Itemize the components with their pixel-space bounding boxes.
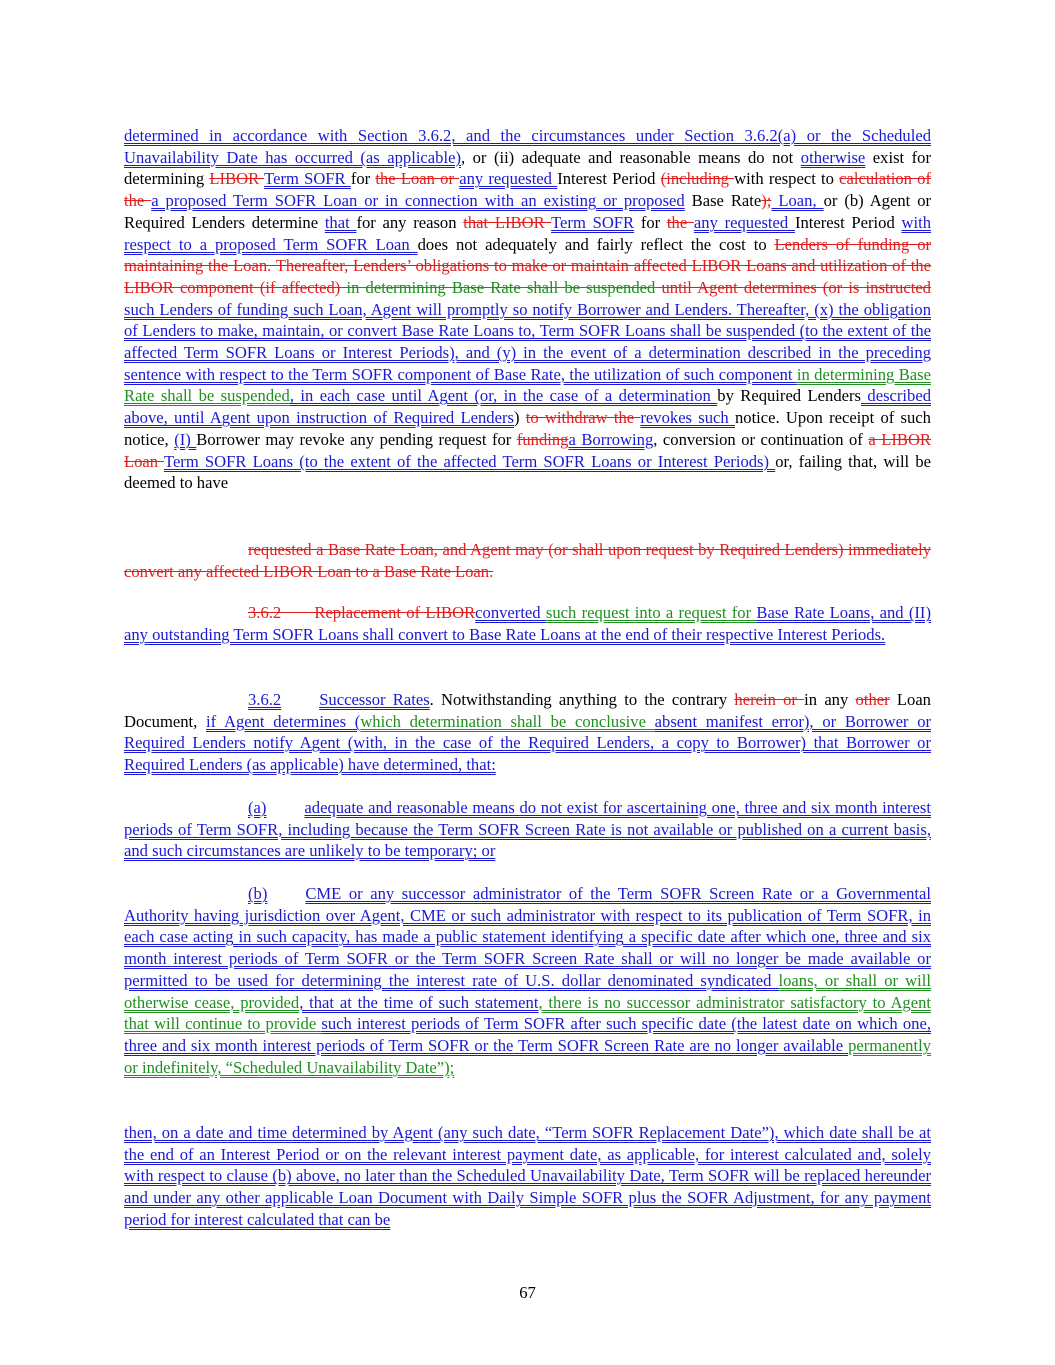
body-text: or, failing that, will be deemed to have [124, 451, 931, 493]
body-text: does not adequately and fairly reflect the cost to [417, 234, 775, 254]
deleted-text: funding [516, 429, 569, 449]
inserted-text: any requested [693, 212, 795, 232]
body-text: with respect to [734, 169, 840, 189]
inserted-text: Successor Rates [319, 690, 430, 709]
moved-deleted-text: in determining Base Rate shall be suspended [346, 277, 662, 297]
paragraph-converted [124, 602, 931, 645]
deleted-text: LIBOR [209, 169, 265, 189]
inserted-text: , that at the time of such statement [299, 992, 539, 1012]
paragraph-deleted-requested [124, 539, 931, 582]
body-text: for any reason [356, 212, 464, 232]
body-text: Loan Document, [124, 690, 931, 731]
inserted-text: determined in accordance with Section 3.6.2, and the circumstances under Section 3.6.2(a) or the Scheduled Unavailability Date has occurred (as applicable) [124, 126, 931, 167]
deleted-text: the [666, 212, 694, 232]
body-text: for [350, 169, 376, 189]
body-text: Interest Period [557, 169, 661, 189]
deleted-text: calculation of the [124, 169, 931, 211]
moved-text: loans, or shall or will otherwise cease, provided [124, 970, 931, 1012]
inserted-text: (a) [248, 798, 267, 817]
inserted-text: absent manifest error), or Borrower or Required Lenders notify Agent (with, in the case of the Required Lenders, a copy to Borrower) that Borrower or Required Lenders (as applicable) have determined, that: [124, 711, 932, 775]
deleted-text: that LIBOR [463, 212, 552, 232]
deleted-text: the Loan or [375, 169, 460, 189]
deleted-text: to withdraw the [525, 408, 641, 428]
body-text: notice. Upon receipt of such notice, [124, 408, 931, 449]
inserted-text: 3.6.2 [248, 690, 282, 709]
inserted-text: CME or any successor administrator of the Term SOFR Screen Rate or a Governmental Authority having jurisdiction over Agent, CME or such administrator with respect to its publication of Term SOFR, in each case acting in such capacity, has made a public statement identifying a specific date after which one, three and six month interest periods of Term SOFR or the Term SOFR Screen Rate shall or will no longer be made available or permitted to be used for determining the interest rate of U.S. dollar denominated syndicated [124, 884, 931, 990]
inserted-text: revokes such [640, 408, 735, 428]
moved-text: which determination shall be conclusive [360, 711, 655, 731]
inserted-text: a Borrowing [568, 429, 654, 449]
page-number: 67 [519, 1283, 536, 1302]
body-text: by Required Lenders [717, 386, 861, 406]
body-text: exist for determining [124, 147, 931, 189]
paragraph-then [124, 1122, 931, 1231]
body-text: Interest Period [794, 212, 902, 232]
inserted-text: with respect to a proposed Term SOFR Loan [124, 212, 931, 254]
inserted-text: Term SOFR Loans (to the extent of the affected Term SOFR Loans or Interest Periods) [163, 451, 776, 471]
deleted-text: a LIBOR Loan [124, 429, 931, 471]
inserted-text: Loan, [771, 191, 824, 211]
inserted-text: (b) [248, 884, 268, 903]
inserted-text: then, on a date and time determined by Agent (any such date, “Term SOFR Replacement Date”), which date shall be at the end of an Interest Period or on the relevant interest payment date, as applicable, for interest calculated and, solely with respect to clause (b) above, no later than the Scheduled Unavailability Date, Term SOFR will be replaced hereunder and under any other applicable Loan Document with Daily Simple SOFR plus the SOFR Adjustment, for any payment period for interest calculated that can be [124, 1123, 931, 1229]
inserted-text: any requested [459, 169, 558, 189]
inserted-text: converted [475, 603, 546, 622]
inserted-text: that [324, 212, 357, 232]
deleted-text: other [855, 690, 890, 709]
inserted-text: Term SOFR [551, 212, 635, 232]
deleted-text: (including [660, 169, 735, 189]
paragraph-clause-b [124, 883, 931, 1078]
body-text: or (b) Agent or Required Lenders determine [124, 191, 932, 232]
deleted-text: ); [761, 191, 772, 211]
body-text: ) [513, 408, 526, 428]
body-text: in any [804, 690, 856, 709]
inserted-text: otherwise [800, 147, 866, 167]
moved-text: such request into a request for [545, 603, 757, 622]
deleted-text: requested a Base Rate Loan, and Agent may (or shall upon request by Required Lenders) immediately convert any affected LIBOR Loan to a Base Rate Loan. [124, 540, 931, 581]
inserted-text: adequate and reasonable means do not exist for ascertaining one, three and six month interest periods of Term SOFR, including because the Term SOFR Screen Rate is not available or published on a current basis, and such circumstances are unlikely to be temporary; or [124, 798, 931, 861]
paragraph-successor-rates [124, 689, 931, 776]
body-text: Borrower may revoke any pending request for [196, 429, 517, 449]
body-text: Base Rate [684, 191, 762, 211]
inserted-text: such interest periods of Term SOFR after such specific date (the latest date on which one, three and six month interest periods of Term SOFR or the Term SOFR Screen Rate are no longer available [124, 1014, 931, 1055]
inserted-text: Base Rate Loans, and (II) any outstanding Term SOFR Loans shall convert to Base Rate Loans at the end of their respective Interest Periods. [124, 603, 931, 644]
inserted-text: a proposed Term SOFR Loan or in connection with an existing or proposed [151, 191, 685, 211]
deleted-text: 3.6.2 Replacement of LIBOR [248, 603, 476, 622]
deleted-text: herein or [734, 690, 805, 709]
inserted-text: Term SOFR [264, 169, 351, 189]
paragraph-determination [124, 125, 931, 494]
inserted-text: described above, until Agent upon instruction of Required Lenders [124, 386, 931, 428]
body-text: for [634, 212, 667, 232]
body-text: , conversion or continuation of [653, 429, 869, 449]
inserted-text: (I) [174, 429, 197, 449]
body-text: , or (ii) adequate and reasonable means do not [460, 147, 801, 167]
paragraph-clause-a [124, 797, 931, 862]
deleted-text: Lenders of funding or maintaining the Loan. Thereafter, Lenders’ obligations to make or maintain affected LIBOR Loans and utilization of the LIBOR component (if affected) [124, 234, 932, 297]
moved-text: permanently or indefinitely, “Scheduled Unavailability Date”); [124, 1035, 931, 1077]
moved-text: in determining Base Rate shall be suspended [124, 364, 931, 406]
inserted-text: such Lenders of funding such Loan, Agent will promptly so notify Borrower and Lenders. Thereafter, (x) the obligation of Lenders to make, maintain, or convert Base Rate Loans to, Term SOFR Loans shall be suspended (to the extent of the affected Term SOFR Loans or Interest Periods), and (y) in the event of a determination described in the preceding sentence with respect to the Term SOFR component of Base Rate, the utilization of such component [124, 299, 931, 384]
body-text: . Notwithstanding anything to the contrary [429, 690, 735, 709]
moved-text: , there is no successor administrator satisfactory to Agent that will continue to provide [124, 992, 931, 1034]
deleted-text: until Agent determines (or is instructed [661, 277, 931, 297]
inserted-text: , in each case until Agent (or, in the case of a determination [289, 386, 718, 406]
inserted-text: if Agent determines ( [206, 711, 361, 731]
